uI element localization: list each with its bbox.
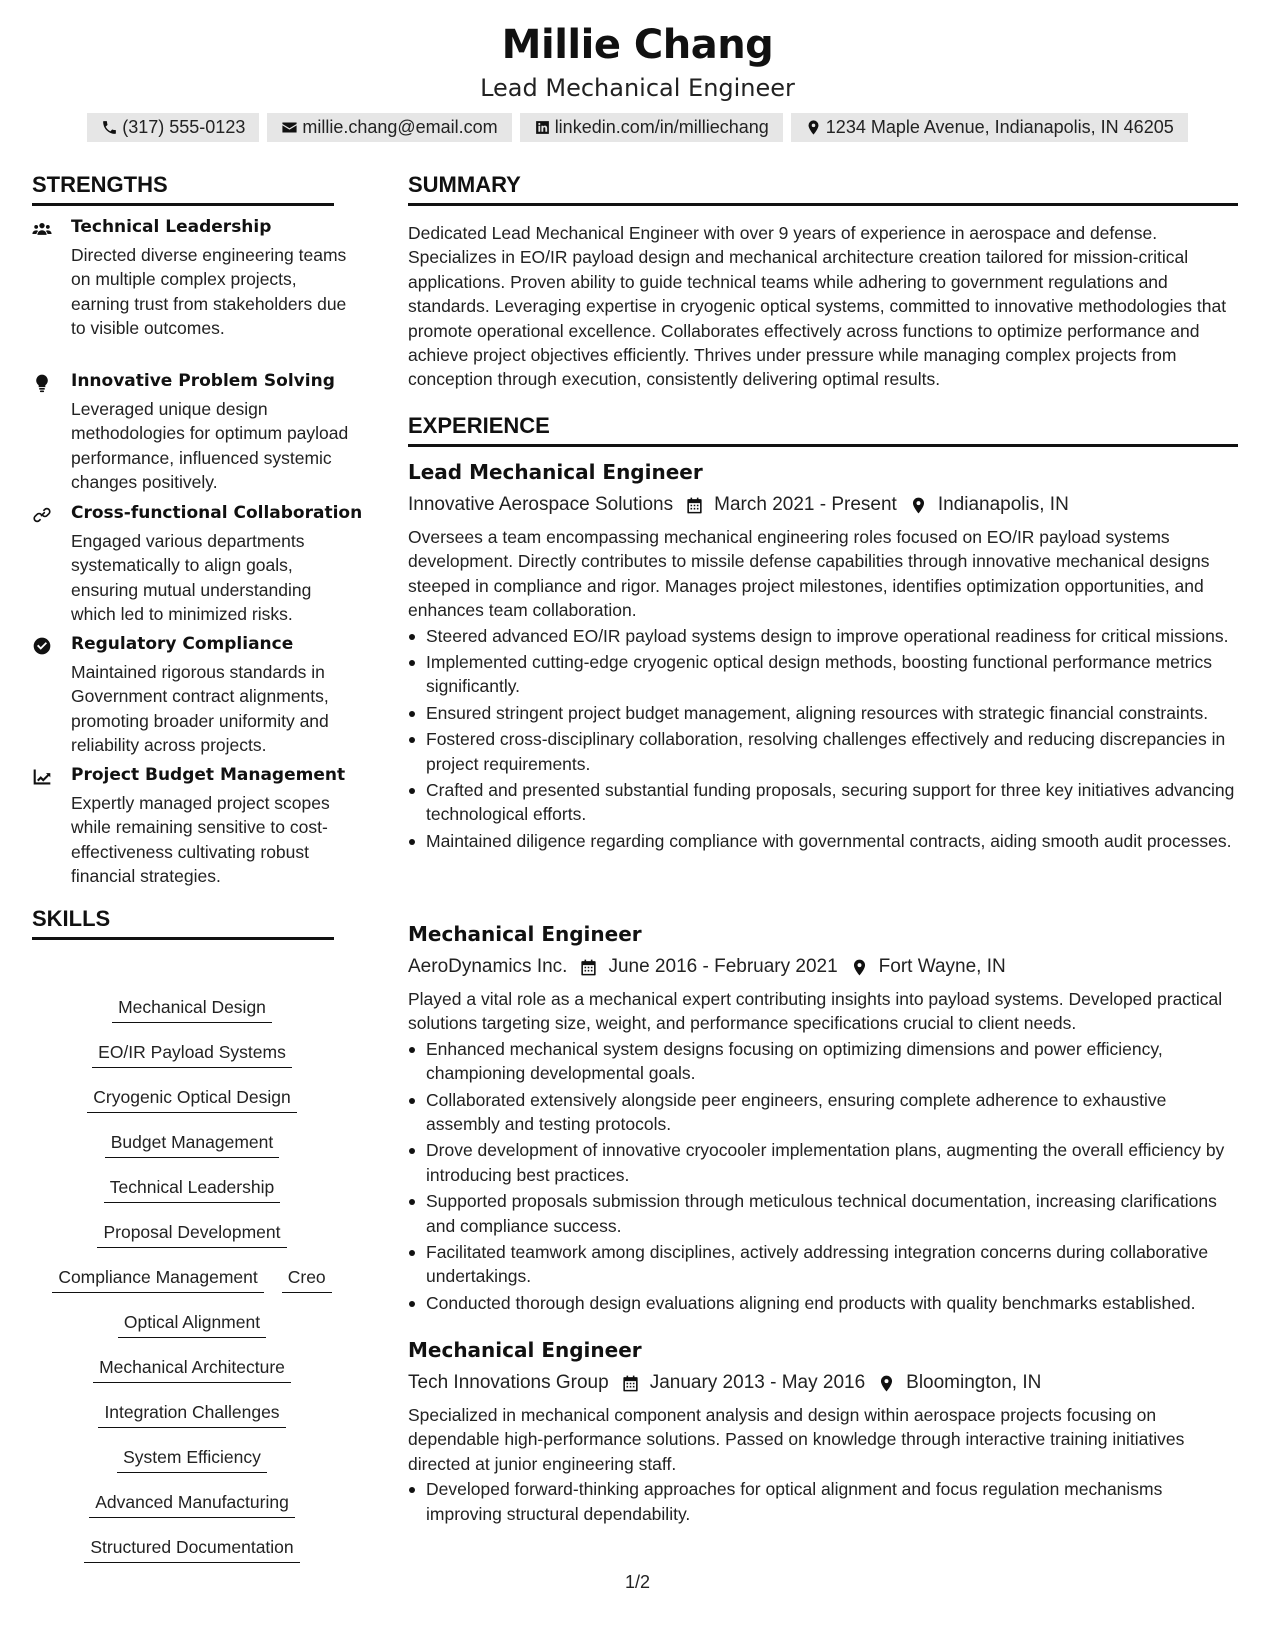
summary-text: Dedicated Lead Mechanical Engineer with over 9 years of experience in aerospace and defense. Specializes in EO/IR payload design and mechanical architecture creation tailored for mission-critical applications. Proven ability to guide technical teams while adhering to government regulations and standards. Leveraging expertise in cryogenic optical systems, committed to innovative methodologies that promote operational excellence. Collaborates effectively across functions to optimize performance and achieve project objectives efficiently. Thrives under pressure while managing complex projects from conception through execution, consistently delivering optimal results. (408, 223, 1227, 390)
job-bullet: Ensured stringent project budget management, aligning resources with strategic financial constraints. (408, 701, 1238, 725)
map-pin-icon (805, 119, 822, 136)
skill-tag: Creo (282, 1265, 332, 1293)
skill-row (32, 1175, 352, 1220)
map-pin-icon (850, 958, 869, 977)
job-bullet: Developed forward-thinking approaches for optical alignment and focus regulation mechanisms improving structural dependability. (408, 1477, 1238, 1526)
candidate-title: Lead Mechanical Engineer (480, 74, 795, 102)
skill-tag: Structured Documentation (84, 1535, 299, 1563)
skills-heading: SKILLS (32, 906, 334, 940)
job-description: Played a vital role as a mechanical expert contributing insights into payload systems. Developed practical solutions targeting size, weight, and performance specifications crucial to client needs. (408, 989, 1223, 1034)
experience-heading: EXPERIENCE (408, 413, 1238, 447)
skill-row (32, 1445, 352, 1490)
job-meta (408, 1368, 1238, 1398)
job-bullet: Crafted and presented substantial funding proposals, securing support for three key initiatives advancing technological efforts. (408, 778, 1238, 827)
skill-row (32, 1220, 352, 1265)
check-circle-icon (32, 636, 54, 658)
skill-tag: Integration Challenges (98, 1400, 285, 1428)
job-bullets (408, 1037, 1238, 1315)
job-title: Mechanical Engineer (408, 1338, 642, 1362)
skill-row (32, 1400, 352, 1445)
job-title: Lead Mechanical Engineer (408, 460, 703, 484)
users-icon (32, 219, 54, 241)
job-meta (408, 952, 1238, 982)
skill-tag: Compliance Management (52, 1265, 263, 1293)
skill-tag: Advanced Manufacturing (89, 1490, 295, 1518)
job-bullet: Implemented cutting-edge cryogenic optical design methods, boosting functional performance metrics significantly. (408, 650, 1238, 699)
job-bullet: Collaborated extensively alongside peer engineers, ensuring complete adherence to exhaustive assembly and testing protocols. (408, 1088, 1238, 1137)
skill-row (32, 1310, 352, 1355)
job-description: Oversees a team encompassing mechanical engineering roles focused on EO/IR payload systems development. Directly contributes to missile defense capabilities through innovative mechanical designs steeped in compliance and rigor. Manages project milestones, identifies optimization opportunities, and enhances team collaboration. (408, 527, 1210, 621)
calendar-icon (579, 958, 598, 977)
job-company: Tech Innovations Group (408, 1372, 609, 1393)
skill-tag: EO/IR Payload Systems (92, 1040, 292, 1068)
job-location: Bloomington, IN (906, 1372, 1042, 1393)
job-bullet: Maintained diligence regarding compliance with governmental contracts, aiding smooth audit processes. (408, 829, 1238, 853)
strength-desc: Leveraged unique design methodologies for optimum payload performance, influenced systemic changes positively. (71, 399, 349, 493)
lightbulb-icon (32, 373, 54, 395)
job-bullet: Enhanced mechanical system designs focusing on optimizing dimensions and power efficiency, championing developmental goals. (408, 1037, 1238, 1086)
job-bullet: Steered advanced EO/IR payload systems design to improve operational readiness for critical missions. (408, 624, 1238, 648)
contact-linkedin-text: linkedin.com/in/milliechang (554, 117, 769, 137)
strength-title: Innovative Problem Solving (71, 371, 335, 391)
page-number: 1/2 (624, 1572, 651, 1592)
contact-linkedin[interactable] (520, 113, 783, 142)
map-pin-icon (909, 496, 928, 515)
strengths-heading: STRENGTHS (32, 172, 334, 206)
skill-tag: Optical Alignment (118, 1310, 266, 1338)
strength-title: Regulatory Compliance (71, 634, 294, 654)
job-company: Innovative Aerospace Solutions (408, 494, 674, 515)
contact-phone[interactable] (87, 113, 259, 142)
job-bullet: Conducted thorough design evaluations aligning end products with quality benchmarks established. (408, 1291, 1238, 1315)
job-dates: June 2016 - February 2021 (608, 956, 838, 977)
envelope-icon (281, 119, 298, 136)
linkedin-icon (534, 119, 551, 136)
job-dates: March 2021 - Present (714, 494, 897, 515)
job-bullet: Facilitated teamwork among disciplines, actively addressing integration concerns during collaborative undertakings. (408, 1240, 1238, 1289)
job-location: Fort Wayne, IN (878, 956, 1006, 977)
strength-desc: Engaged various departments systematically to align goals, ensuring mutual understanding which led to minimized risks. (71, 531, 312, 625)
job-entry (408, 922, 1238, 1317)
chart-line-icon (32, 767, 54, 789)
contact-phone-text: (317) 555-0123 (122, 117, 246, 137)
skill-tag: Budget Management (105, 1130, 279, 1158)
skill-row (32, 1085, 352, 1130)
skill-row (32, 1355, 352, 1400)
skill-tag: Mechanical Design (112, 995, 272, 1023)
strength-title: Project Budget Management (71, 765, 346, 785)
strength-title: Cross-functional Collaboration (71, 503, 363, 523)
candidate-name: Millie Chang (501, 22, 774, 68)
contact-bar (0, 113, 1275, 142)
skill-tag: Technical Leadership (104, 1175, 280, 1203)
calendar-icon (621, 1374, 640, 1393)
job-location: Indianapolis, IN (937, 494, 1069, 515)
skills-list (32, 995, 352, 1580)
skill-tag: System Efficiency (117, 1445, 267, 1473)
job-bullet: Fostered cross-disciplinary collaboration, resolving challenges effectively and reducing discrepancies in project requirements. (408, 727, 1238, 776)
skill-tag: Cryogenic Optical Design (87, 1085, 296, 1113)
contact-email-text: millie.chang@email.com (302, 117, 498, 137)
skill-tag: Mechanical Architecture (93, 1355, 291, 1383)
job-title: Mechanical Engineer (408, 922, 642, 946)
job-meta (408, 490, 1238, 520)
phone-icon (101, 119, 118, 136)
strength-desc: Maintained rigorous standards in Government contract alignments, promoting broader uniformity and reliability across projects. (71, 662, 329, 756)
contact-address[interactable] (791, 113, 1188, 142)
job-entry (408, 1338, 1238, 1528)
job-description: Specialized in mechanical component analysis and design within aerospace projects focusing on dependable high-performance solutions. Passed on knowledge through interactive training initiatives directed at junior engineering staff. (408, 1405, 1185, 1474)
summary-heading: SUMMARY (408, 172, 1238, 206)
job-bullet: Drove development of innovative cryocooler implementation plans, augmenting the overall efficiency by introducing best practices. (408, 1138, 1238, 1187)
job-bullet: Supported proposals submission through meticulous technical documentation, increasing clarifications and compliance success. (408, 1189, 1238, 1238)
job-company: AeroDynamics Inc. (408, 956, 568, 977)
skill-row (32, 1130, 352, 1175)
calendar-icon (685, 496, 704, 515)
link-icon (32, 505, 54, 527)
contact-address-text: 1234 Maple Avenue, Indianapolis, IN 46205 (825, 117, 1174, 137)
contact-email[interactable] (267, 113, 511, 142)
strength-desc: Directed diverse engineering teams on multiple complex projects, earning trust from stakeholders due to visible outcomes. (71, 245, 347, 339)
strength-desc: Expertly managed project scopes while remaining sensitive to cost-effectiveness cultivating robust financial strategies. (71, 793, 330, 887)
skill-row (32, 1040, 352, 1085)
skill-tag: Proposal Development (97, 1220, 286, 1248)
skill-row (32, 1265, 352, 1310)
job-dates: January 2013 - May 2016 (649, 1372, 866, 1393)
job-bullets (408, 624, 1238, 854)
strength-title: Technical Leadership (71, 217, 272, 237)
map-pin-icon (877, 1374, 896, 1393)
job-bullets (408, 1477, 1238, 1526)
skill-row (32, 995, 352, 1040)
skill-row (32, 1490, 352, 1535)
job-entry (408, 460, 1238, 855)
